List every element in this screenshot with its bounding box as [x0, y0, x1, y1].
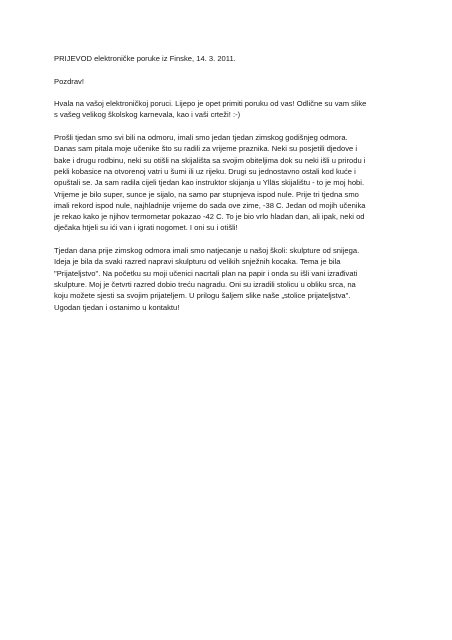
text-line: opuštali se. Ja sam radila cijeli tjedan kao instruktor skijanja u Ylläs skijalištu - to je moj hobi.: [54, 178, 365, 188]
text-line: dječaka htjeli su ići van i igrati nogomet. I oni su i otišli!: [54, 223, 238, 233]
text-line: imali rekord ispod nule, najhladnije vrijeme do sada ove zime, -38 C. Jedan od mojih učenika: [54, 200, 366, 210]
letter-header: PRIJEVOD elektroničke poruke iz Finske, 14. 3. 2011.: [54, 54, 236, 63]
text-line: je rekao kako je njihov termometar pokazao -42 C. To je bio vrlo hladan dan, ali ipak, neki od: [54, 212, 365, 222]
letter-greeting: Pozdrav!: [54, 76, 84, 86]
text-line: bake i drugu rodbinu, neki su otišli na skijališta sa svojim obiteljima dok su neki išli u prirodu i: [54, 155, 366, 165]
text-line: Tjedan dana prije zimskog odmora imali smo natjecanje u našoj školi: skulpture od snijega.: [54, 246, 360, 256]
paragraph-holiday: [54, 132, 402, 234]
text-line: Danas sam pitala moje učenike što su radili za vrijeme praznika. Neki su posjetili djedove i: [54, 144, 358, 154]
text-line: "Prijateljstvo". Na početku su moji učenici nacrtali plan na papir i onda su išli vani izrađivati: [54, 268, 358, 278]
text-line: Hvala na vašoj elektroničkoj poruci. Lijepo je opet primiti poruku od vas! Odlične su vam slike: [54, 99, 367, 109]
text-line: koju možete sjesti sa svojim prijateljem. U prilogu šaljem slike naše „stolice prijateljstva".: [54, 291, 351, 301]
paragraph-sculptures: [54, 245, 402, 313]
paragraph-thanks: [54, 98, 402, 121]
text-line: skulpture. Moj je četvrti razred dobio treću nagradu. Oni su izradili stolicu u obliku srca, na: [54, 279, 356, 289]
text-line: Ugodan tjedan i ostanimo u kontaktu!: [54, 302, 180, 312]
letter-body: [54, 53, 402, 324]
text-line: s vašeg velikog školskog karnevala, kao i vaši crteži! :-): [54, 110, 241, 120]
text-line: Prošli tjedan smo svi bili na odmoru, imali smo jedan tjedan zimskog godišnjeg odmora.: [54, 133, 348, 143]
text-line: Vrijeme je bilo super, sunce je sijalo, na samo par stupnjeva ispod nule. Prije tri tjedna smo: [54, 189, 359, 199]
text-line: pekli kobasice na otvorenoj vatri u šumi ili uz rijeku. Drugi su jednostavno ostali kod kuće i: [54, 166, 356, 176]
text-line: Ideja je bila da svaki razred napravi skulpturu od velikih snježnih kocaka. Tema je bila: [54, 257, 341, 267]
